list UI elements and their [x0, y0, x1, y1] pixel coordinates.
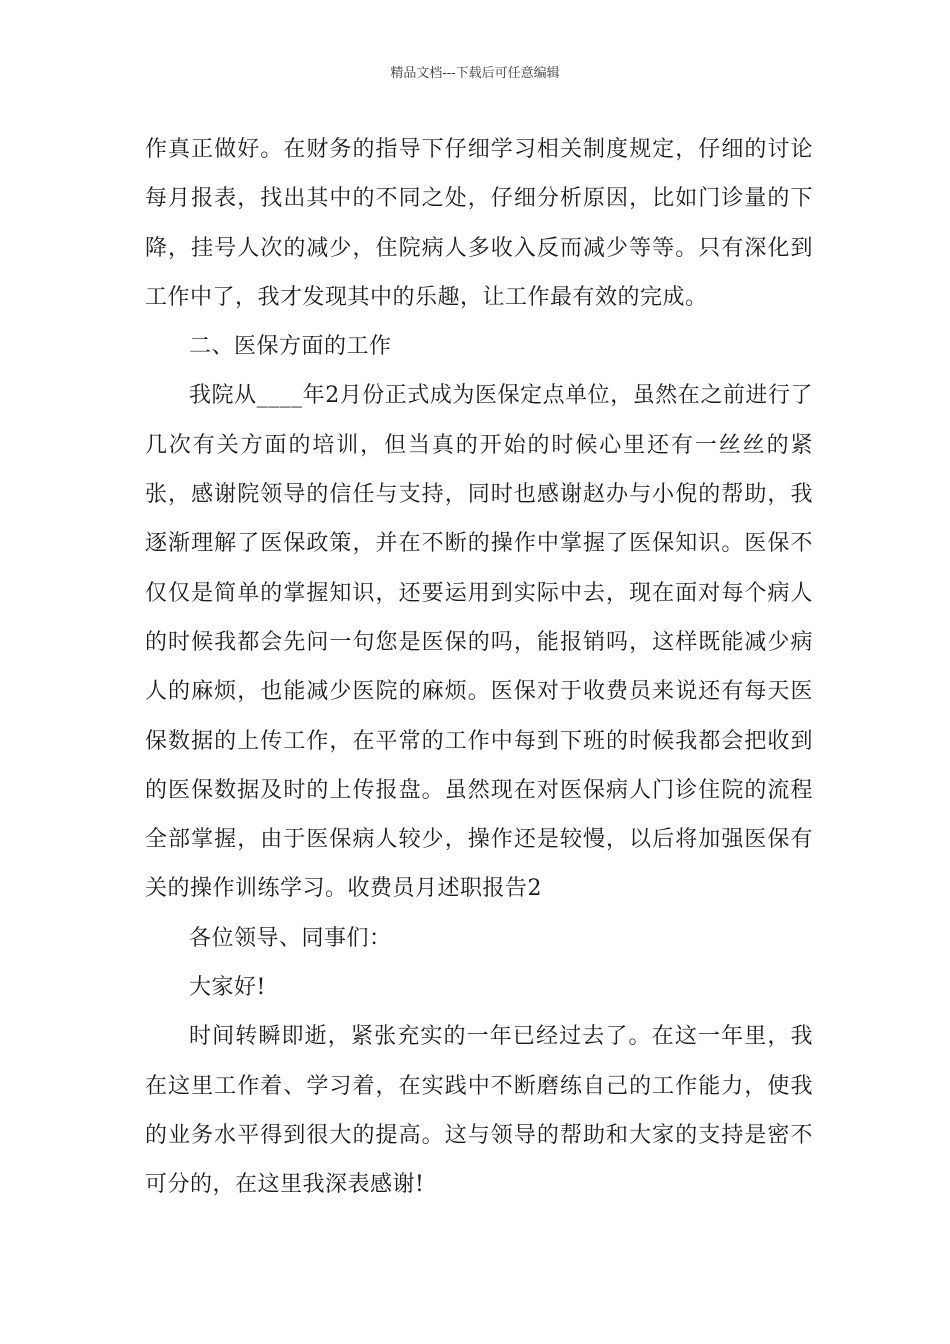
salutation: 各位领导、同事们：	[189, 925, 392, 951]
section-heading-medical-insurance: 二、医保方面的工作	[189, 334, 392, 360]
paragraph-continuation: 作真正做好。在财务的指导下仔细学习相关制度规定，仔细的讨论每月报表，找出其中的不同之处，仔细分析原因，比如门诊量的下降，挂号人次的减少，住院病人多收入反而减少等等。只有深化到工作中了，我才发现其中的乐趣，让工作最有效的完成。	[145, 137, 813, 310]
page-header: 精品文档---下载后可任意编辑	[390, 66, 560, 81]
greeting: 大家好!	[189, 975, 266, 1001]
document-body	[145, 125, 813, 1210]
paragraph-medical-insurance: 我院从____年2月份正式成为医保定点单位，虽然在之前进行了几次有关方面的培训，但当真的开始的时候心里还有一丝丝的紧张，感谢院领导的信任与支持，同时也感谢赵办与小倪的帮助，我逐渐理解了医保政策，并在不断的操作中掌握了医保知识。医保不仅仅是简单的掌握知识，还要运用到实际中去，现在面对每个病人的时候我都会先问一句您是医保的吗，能报销吗，这样既能减少病人的麻烦，也能减少医院的麻烦。医保对于收费员来说还有每天医保数据的上传工作，在平常的工作中每到下班的时候我都会把收到的医保数据及时的上传报盘。虽然现在对医保病人门诊住院的流程全部掌握，由于医保病人较少，操作还是较慢，以后将加强医保有关的操作训练学习。收费员月述职报告2	[145, 383, 813, 902]
paragraph-opening: 时间转瞬即逝，紧张充实的一年已经过去了。在这一年里，我在这里工作着、学习着，在实践中不断磨练自己的工作能力，使我的业务水平得到很大的提高。这与领导的帮助和大家的支持是密不可分的，在这里我深表感谢!	[145, 1024, 813, 1198]
